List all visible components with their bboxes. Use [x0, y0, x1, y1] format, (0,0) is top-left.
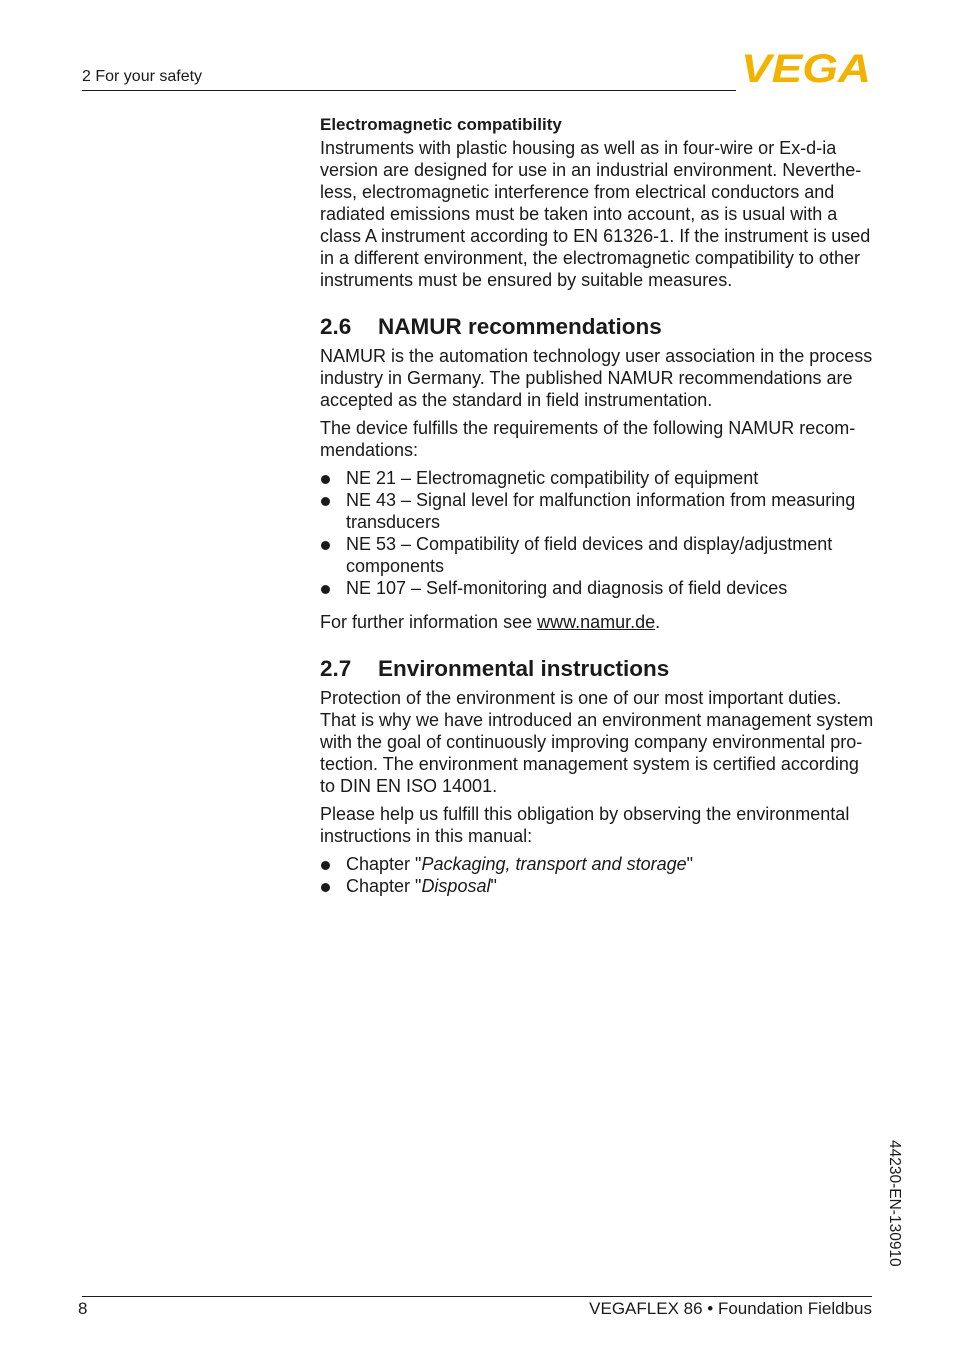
section-heading-environment [320, 655, 876, 683]
text-line: Instruments with plastic housing as well as in four-wire or Ex-d-ia [320, 138, 837, 158]
footer-title: VEGAFLEX 86 • Foundation Fieldbus [589, 1299, 872, 1318]
header-rule [82, 90, 736, 91]
text-line: Protection of the environment is one of our most important duties. [320, 688, 842, 708]
text-line: instruments must be ensured by suitable measures. [320, 270, 733, 290]
text-line: mendations: [320, 440, 419, 460]
text-line: That is why we have introduced an environment management system [320, 710, 874, 730]
namur-paragraph-2 [320, 417, 876, 461]
vega-logo [740, 50, 872, 84]
namur-paragraph-1 [320, 345, 876, 411]
namur-further-info [320, 611, 876, 633]
text-line: to DIN EN ISO 14001. [320, 776, 498, 796]
list-item [320, 875, 876, 897]
text-line: NAMUR is the automation technology user association in the process [320, 346, 873, 366]
document-code: 44230-EN-130910 [886, 1140, 903, 1267]
chapter-reference: Disposal [421, 876, 491, 896]
text-line: The device fulfills the requirements of the following NAMUR recom- [320, 418, 856, 438]
bullet-icon [321, 541, 330, 550]
bullet-icon [321, 861, 330, 870]
section-title: NAMUR recommendations [378, 314, 662, 339]
text-line: components [346, 556, 445, 576]
chapter-suffix: " [490, 876, 497, 896]
footer-rule [82, 1296, 872, 1297]
chapter-reference: Packaging, transport and storage [421, 854, 687, 874]
list-item [320, 489, 876, 533]
text-line: accepted as the standard in field instrumentation. [320, 390, 713, 410]
section-number: 2.6 [320, 314, 352, 339]
text-line: NE 53 – Compatibility of field devices and display/adjustment [346, 534, 833, 554]
text-line: NE 107 – Self-monitoring and diagnosis of field devices [346, 578, 788, 598]
section-title: Environmental instructions [378, 656, 670, 681]
bullet-icon [321, 883, 330, 892]
text-line: industry in Germany. The published NAMUR recommendations are [320, 368, 853, 388]
vega-logo-text: VEGA [741, 50, 871, 84]
text-line: less, electromagnetic interference from electrical conductors and [320, 182, 835, 202]
list-item [320, 533, 876, 577]
text-line: instructions in this manual: [320, 826, 533, 846]
emc-heading: Electromagnetic compatibility [320, 115, 562, 134]
environment-chapter-list [320, 853, 876, 897]
page-content [320, 114, 876, 897]
info-prefix: For further information see [320, 612, 538, 632]
emc-paragraph [320, 137, 876, 291]
environment-paragraph-2 [320, 803, 876, 847]
page-number: 8 [78, 1299, 88, 1318]
text-line: NE 21 – Electromagnetic compatibility of equipment [346, 468, 759, 488]
text-line: with the goal of continuously improving company environmental pro- [320, 732, 863, 752]
bullet-icon [321, 497, 330, 506]
bullet-icon [321, 585, 330, 594]
text-line: Please help us fulfill this obligation by observing the environmental [320, 804, 850, 824]
text-line: version are designed for use in an industrial environment. Neverthe- [320, 160, 862, 180]
bullet-icon [321, 475, 330, 484]
chapter-prefix: Chapter " [346, 876, 422, 896]
section-heading-namur [320, 313, 876, 341]
header-chapter-label: 2 For your safety [82, 68, 203, 85]
section-number: 2.7 [320, 656, 352, 681]
namur-website-link[interactable]: www.namur.de [537, 612, 656, 632]
list-item [320, 467, 876, 489]
chapter-prefix: Chapter " [346, 854, 422, 874]
text-line: class A instrument according to EN 61326-1. If the instrument is used [320, 226, 871, 246]
text-line: NE 43 – Signal level for malfunction information from measuring [346, 490, 856, 510]
info-suffix: . [655, 612, 661, 632]
text-line: tection. The environment management system is certified according [320, 754, 859, 774]
text-line: in a different environment, the electromagnetic compatibility to other [320, 248, 860, 268]
list-item [320, 853, 876, 875]
namur-recommendation-list [320, 467, 876, 599]
environment-paragraph-1 [320, 687, 876, 797]
text-line: transducers [346, 512, 441, 532]
text-line: radiated emissions must be taken into account, as is usual with a [320, 204, 838, 224]
list-item [320, 577, 876, 599]
chapter-suffix: " [686, 854, 693, 874]
